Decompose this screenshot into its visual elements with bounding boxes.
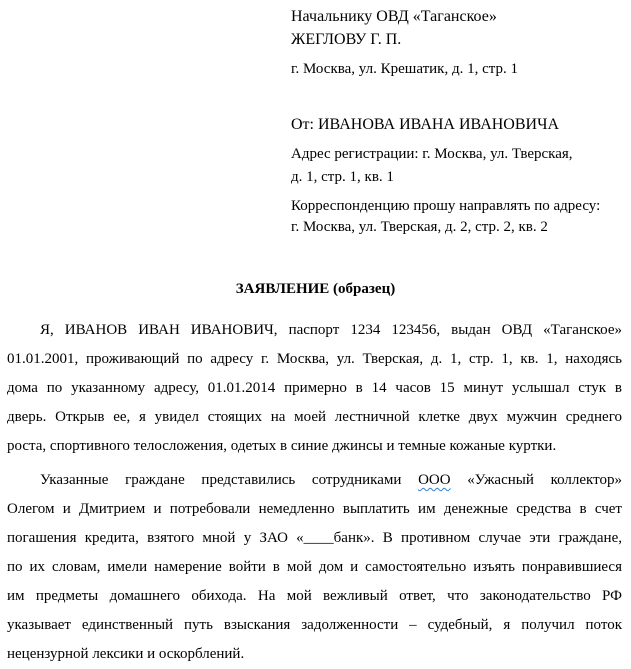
paragraph-line: Я, ИВАНОВ ИВАН ИВАНОВИЧ, паспорт 1234 123456, выдан ОВД «Таганское» [40, 322, 622, 338]
recipient-position: Начальнику ОВД «Таганское» [291, 8, 497, 25]
sender-name: От: ИВАНОВА ИВАНА ИВАНОВИЧА [291, 116, 560, 133]
paragraph-2 [7, 466, 622, 669]
paragraph-line [7, 466, 622, 495]
paragraph-line: им предметы домашнего обихода. На мой вежливый ответ, что законодательство РФ [7, 588, 622, 604]
recipient-address: г. Москва, ул. Крешатик, д. 1, стр. 1 [291, 61, 518, 77]
registration-address-line1: Адрес регистрации: г. Москва, ул. Тверская, [291, 146, 573, 162]
document-title: ЗАЯВЛЕНИЕ (образец) [235, 281, 396, 297]
recipient-name: ЖЕГЛОВУ Г. П. [291, 31, 402, 48]
paragraph-text: Указанные граждане представились сотрудниками [40, 472, 419, 488]
paragraph-1 [7, 316, 622, 461]
paragraph-line: по их словам, имели намерение войти в мой дом и самостоятельно изъять понравившиеся [7, 559, 622, 575]
paragraph-line: дома по указанному адресу, 01.01.2014 примерно в 14 часов 15 минут услышал стук в [7, 380, 622, 396]
spellcheck-underlined-word: ООО [418, 472, 451, 488]
paragraph-line: нецензурной лексики и оскорблений. [7, 646, 245, 662]
paragraph-line: Олегом и Дмитрием и потребовали немедленно выплатить им денежные средства в счет [7, 501, 622, 517]
paragraph-line: погашения кредита, взятого мной у ЗАО «____банк». В противном случае эти граждане, [7, 530, 622, 546]
correspondence-address-line1: Корреспонденцию прошу направлять по адресу: [291, 198, 601, 214]
paragraph-text: «Ужасный коллектор» [450, 472, 622, 488]
registration-address-line2: д. 1, стр. 1, кв. 1 [291, 169, 394, 185]
paragraph-line: 01.01.2001, проживающий по адресу г. Москва, ул. Тверская, д. 1, стр. 1, кв. 1, находясь [7, 351, 622, 367]
paragraph-line: указывает единственный путь взыскания задолженности – судебный, я получил поток [7, 617, 622, 633]
paragraph-line: роста, спортивного телосложения, одетых в синие джинсы и темные кожаные куртки. [7, 438, 557, 454]
paragraph-line: дверь. Открыв ее, я увидел стоящих на моей лестничной клетке двух мужчин среднего [7, 409, 622, 425]
correspondence-address-line2: г. Москва, ул. Тверская, д. 2, стр. 2, кв. 2 [291, 219, 548, 235]
